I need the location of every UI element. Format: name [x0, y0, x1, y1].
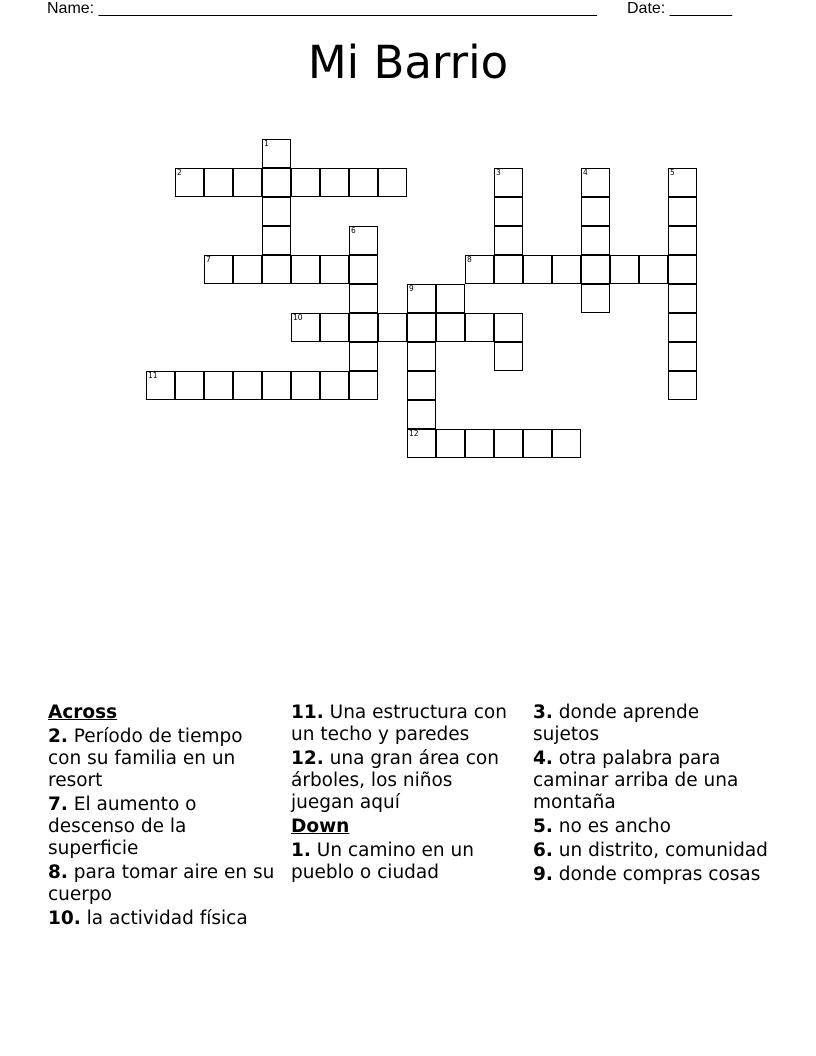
clue-number: 3 [496, 168, 501, 177]
crossword-cell[interactable] [320, 371, 349, 400]
crossword-cell[interactable] [349, 168, 378, 197]
crossword-cell[interactable] [233, 371, 262, 400]
crossword-cell[interactable] [349, 255, 378, 284]
crossword-cell[interactable] [204, 371, 233, 400]
clue-text: Período de tiempo con su familia en un resort [48, 726, 243, 791]
clue-text: otra palabra para caminar arriba de una montaña [533, 748, 739, 813]
crossword-cell[interactable] [581, 255, 610, 284]
crossword-cell[interactable] [436, 284, 465, 313]
crossword-cell[interactable] [175, 371, 204, 400]
crossword-cell[interactable] [552, 429, 581, 458]
crossword-cell[interactable] [175, 168, 204, 197]
crossword-cell[interactable] [349, 371, 378, 400]
crossword-cell[interactable] [494, 313, 523, 342]
clue-number: 1 [264, 139, 269, 148]
crossword-cell[interactable] [465, 255, 494, 284]
crossword-cell[interactable] [407, 284, 436, 313]
crossword-cell[interactable] [581, 284, 610, 313]
crossword-cell[interactable] [262, 255, 291, 284]
crossword-cell[interactable] [494, 168, 523, 197]
clue-text: no es ancho [552, 816, 671, 837]
crossword-cell[interactable] [494, 197, 523, 226]
crossword-cell[interactable] [436, 313, 465, 342]
clue-number-label: 4. [533, 748, 553, 769]
crossword-cell[interactable] [378, 313, 407, 342]
crossword-cell[interactable] [552, 255, 581, 284]
crossword-cell[interactable] [204, 255, 233, 284]
crossword-cell[interactable] [523, 255, 552, 284]
crossword-cell[interactable] [349, 226, 378, 255]
clue-text: una gran área con árboles, los niños juegan aquí [291, 748, 499, 813]
crossword-cell[interactable] [668, 255, 697, 284]
crossword-grid [0, 0, 816, 480]
clue-number: 8 [467, 255, 472, 264]
clue-number-label: 12. [291, 748, 324, 769]
crossword-cell[interactable] [262, 139, 291, 168]
clue-number-label: 7. [48, 794, 68, 815]
crossword-cell[interactable] [407, 313, 436, 342]
clue-number: 2 [177, 168, 182, 177]
crossword-cell[interactable] [407, 429, 436, 458]
crossword-cell[interactable] [349, 284, 378, 313]
clue-item [291, 748, 521, 814]
clue-number: 11 [148, 371, 158, 380]
crossword-cell[interactable] [407, 342, 436, 371]
crossword-cell[interactable] [668, 168, 697, 197]
clue-item [291, 702, 521, 746]
clue-number-label: 6. [533, 840, 553, 861]
crossword-cell[interactable] [233, 255, 262, 284]
clue-text: un distrito, comunidad [552, 840, 768, 861]
crossword-cell[interactable] [262, 371, 291, 400]
crossword-cell[interactable] [494, 342, 523, 371]
down-heading: Down [291, 816, 350, 837]
crossword-cell[interactable] [668, 284, 697, 313]
crossword-cell[interactable] [204, 168, 233, 197]
crossword-cell[interactable] [581, 197, 610, 226]
clue-number: 5 [670, 168, 675, 177]
clue-number-label: 9. [533, 864, 553, 885]
crossword-cell[interactable] [291, 313, 320, 342]
crossword-cell[interactable] [262, 197, 291, 226]
clue-item [48, 726, 280, 792]
name-field[interactable]: Name: ________________________________________________________ [47, 0, 597, 17]
crossword-cell[interactable] [320, 255, 349, 284]
clue-number: 12 [409, 429, 419, 438]
crossword-cell[interactable] [233, 168, 262, 197]
crossword-cell[interactable] [465, 429, 494, 458]
crossword-cell[interactable] [494, 255, 523, 284]
crossword-cell[interactable] [668, 197, 697, 226]
clue-number-label: 1. [291, 840, 311, 861]
across-heading: Across [48, 702, 118, 723]
clue-text: donde aprende sujetos [533, 702, 700, 745]
crossword-cell[interactable] [668, 371, 697, 400]
clue-number-label: 10. [48, 908, 81, 929]
crossword-cell[interactable] [320, 168, 349, 197]
clue-text: El aumento o descenso de la superficie [48, 794, 197, 859]
clue-text: Un camino en un pueblo o ciudad [291, 840, 474, 883]
clue-number: 6 [351, 226, 356, 235]
crossword-cell[interactable] [262, 168, 291, 197]
clue-item [48, 908, 280, 930]
crossword-cell[interactable] [349, 342, 378, 371]
crossword-cell[interactable] [465, 313, 494, 342]
clue-item [533, 864, 769, 886]
clue-text: Una estructura con un techo y paredes [291, 702, 507, 745]
clue-number: 10 [293, 313, 303, 322]
clue-item [533, 840, 769, 862]
clue-item [48, 862, 280, 906]
crossword-cell[interactable] [494, 226, 523, 255]
crossword-cell[interactable] [407, 371, 436, 400]
clue-item [533, 816, 769, 838]
crossword-cell[interactable] [320, 313, 349, 342]
clue-number-label: 2. [48, 726, 68, 747]
crossword-cell[interactable] [610, 255, 639, 284]
clue-text: para tomar aire en su cuerpo [48, 862, 275, 905]
clues-column-1 [48, 702, 280, 932]
clue-item [48, 794, 280, 860]
crossword-cell[interactable] [668, 226, 697, 255]
crossword-cell[interactable] [291, 255, 320, 284]
crossword-cell[interactable] [668, 342, 697, 371]
crossword-cell[interactable] [581, 226, 610, 255]
clue-number: 9 [409, 284, 414, 293]
clue-number-label: 5. [533, 816, 553, 837]
clue-number: 4 [583, 168, 588, 177]
crossword-cell[interactable] [581, 168, 610, 197]
clue-item [533, 748, 769, 814]
clue-number-label: 3. [533, 702, 553, 723]
clue-number-label: 11. [291, 702, 324, 723]
crossword-cell[interactable] [523, 429, 552, 458]
clue-text: donde compras cosas [552, 864, 761, 885]
crossword-cell[interactable] [494, 429, 523, 458]
clue-item [291, 840, 521, 884]
crossword-cell[interactable] [407, 400, 436, 429]
clue-number: 7 [206, 255, 211, 264]
crossword-cell[interactable] [378, 168, 407, 197]
clue-number-label: 8. [48, 862, 68, 883]
crossword-cell[interactable] [291, 168, 320, 197]
clue-item [533, 702, 769, 746]
crossword-cell[interactable] [291, 371, 320, 400]
clue-text: la actividad física [80, 908, 248, 929]
crossword-cell[interactable] [668, 313, 697, 342]
crossword-cell[interactable] [436, 429, 465, 458]
crossword-cell[interactable] [146, 371, 175, 400]
date-field[interactable]: Date: _______ [627, 0, 732, 17]
crossword-cell[interactable] [639, 255, 668, 284]
crossword-cell[interactable] [262, 226, 291, 255]
clues-column-3 [533, 702, 769, 888]
page-title: Mi Barrio [307, 36, 509, 89]
crossword-cell[interactable] [349, 313, 378, 342]
clues-column-2 [291, 702, 521, 886]
